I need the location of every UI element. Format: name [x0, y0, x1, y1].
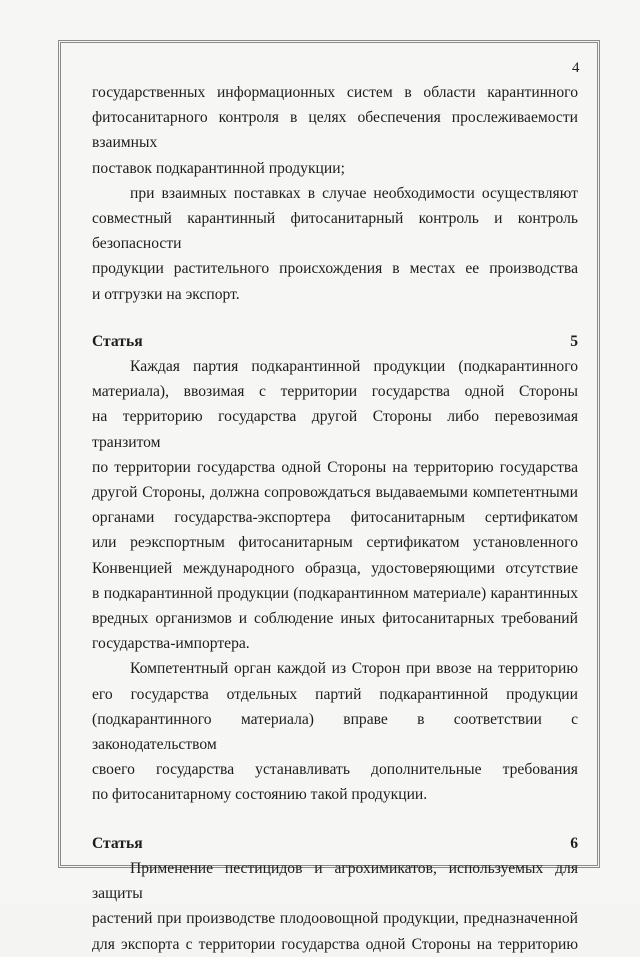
text-line: вредных организмов и соблюдение иных фитосанитарных требований: [92, 610, 578, 628]
text-line: своего государства устанавливать дополнительные требования: [92, 761, 578, 779]
text-line: материала), ввозимая с территории государства одной Стороны: [92, 383, 578, 401]
text-line: и отгрузки на экспорт.: [92, 285, 240, 303]
page-number: 4: [572, 60, 580, 76]
text-line: его государства отдельных партий подкарантинной продукции: [92, 685, 578, 703]
document-body: [92, 80, 578, 957]
article-6-heading: Статья 6: [92, 834, 578, 852]
article-5-heading: Статья 5: [92, 332, 578, 350]
text-line: для экспорта с территории государства одной Стороны на территорию: [92, 935, 578, 953]
text-line: или реэкспортным фитосанитарным сертификатом установленного: [92, 534, 578, 552]
text-line: Конвенцией международного образца, удостоверяющими отсутствие: [92, 559, 578, 577]
text-line: продукции растительного происхождения в местах ее производства: [92, 260, 578, 278]
text-line: государства-импортера.: [92, 635, 250, 653]
text-line: в подкарантинной продукции (подкарантинном материале) карантинных: [92, 584, 578, 602]
text-line: государственных информационных систем в области карантинного: [92, 84, 578, 101]
text-line: на территорию государства другой Стороны либо перевозимая транзитом: [92, 408, 578, 451]
text-line: (подкарантинного материала) вправе в соответствии с законодательством: [92, 710, 578, 754]
text-line: по фитосанитарному состоянию такой продукции.: [92, 786, 428, 804]
text-line: Каждая партия подкарантинной продукции (подкарантинного: [130, 358, 578, 376]
text-line: фитосанитарного контроля в целях обеспечения прослеживаемости взаимных: [92, 109, 578, 152]
text-line: Применение пестицидов и агрохимикатов, используемых для защиты: [92, 859, 578, 903]
text-line: другой Стороны, должна сопровождаться выдаваемыми компетентными: [92, 484, 578, 502]
text-line: по территории государства одной Стороны на территорию государства: [92, 458, 578, 476]
text-line: органами государства-экспортера фитосанитарным сертификатом: [92, 509, 578, 527]
text-line: совместный карантинный фитосанитарный контроль и контроль безопасности: [92, 210, 578, 253]
text-line: поставок подкарантинной продукции;: [92, 159, 345, 177]
text-line: при взаимных поставках в случае необходимости осуществляют: [130, 184, 578, 202]
text-line: Компетентный орган каждой из Сторон при ввозе на территорию: [130, 660, 578, 678]
text-line: растений при производстве плодоовощной продукции, предназначенной: [92, 910, 578, 928]
